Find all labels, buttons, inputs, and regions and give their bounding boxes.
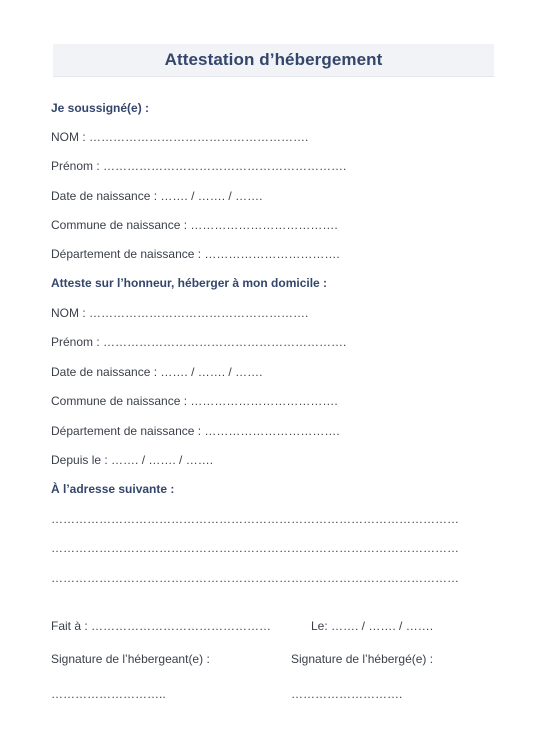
field-heberge-departement-naissance[interactable]: Département de naissance : ……………………………. [51, 424, 340, 438]
field-date-naissance[interactable]: Date de naissance : ……. / ……. / ……. [51, 189, 263, 203]
field-nom[interactable]: NOM : ………………………………………………. [51, 130, 309, 144]
address-line-2[interactable]: ………………………………………………………………………………………… [51, 541, 459, 555]
field-departement-naissance[interactable]: Département de naissance : ……………………………. [51, 247, 340, 261]
page-title: Attestation d’hébergement [164, 50, 383, 69]
section-heading-soussigne: Je soussigné(e) : [51, 101, 150, 115]
title-bar [53, 44, 494, 77]
field-depuis-le[interactable]: Depuis le : ……. / ……. / ……. [51, 453, 214, 467]
field-le-date[interactable]: Le: ……. / ……. / ……. [311, 619, 434, 633]
field-heberge-nom[interactable]: NOM : ………………………………………………. [51, 306, 309, 320]
field-fait-a[interactable]: Fait à : ……………………………………… [51, 619, 272, 633]
section-heading-adresse: À l’adresse suivante : [51, 482, 175, 496]
signature-heberge-line[interactable]: ………………………. [291, 687, 403, 701]
field-prenom[interactable]: Prénom : ……………………………………………………. [51, 159, 347, 173]
address-line-1[interactable]: ………………………………………………………………………………………… [51, 512, 459, 526]
signature-hebergeant-label: Signature de l’hébergeant(e) : [51, 652, 210, 666]
signature-hebergeant-line[interactable]: ……………………….. [51, 687, 166, 701]
field-heberge-date-naissance[interactable]: Date de naissance : ……. / ……. / ……. [51, 365, 263, 379]
signature-heberge-label: Signature de l’hébergé(e) : [291, 652, 434, 666]
field-heberge-commune-naissance[interactable]: Commune de naissance : ………………………………. [51, 394, 338, 408]
section-heading-atteste: Atteste sur l’honneur, héberger à mon domicile : [51, 276, 328, 290]
field-heberge-prenom[interactable]: Prénom : ……………………………………………………. [51, 335, 347, 349]
field-commune-naissance[interactable]: Commune de naissance : ………………………………. [51, 218, 338, 232]
address-line-3[interactable]: ………………………………………………………………………………………… [51, 571, 459, 585]
